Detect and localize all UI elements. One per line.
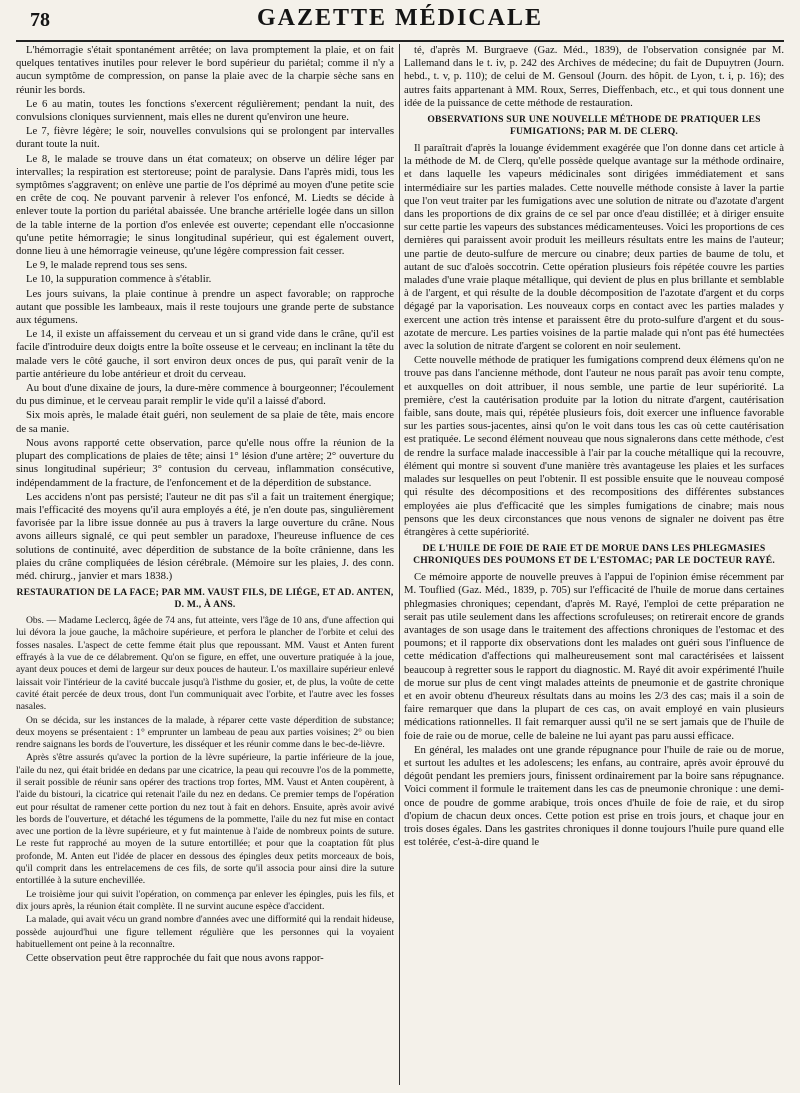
article-columns: [16, 44, 784, 1085]
paragraph: Le 10, la suppuration commence à s'établir.: [26, 273, 212, 286]
paragraph: On se décida, sur les instances de la malade, à réparer cette vaste déperdition de substance; deux moyens se présentaient : 1° emprunter un lambeau de peau aux parties voisines; 2° ou bien rendre saignans les bords de l'ouverture, les disséquer et les réunir comme dans le bec-de-lièvre.: [16, 714, 394, 751]
paragraph: Au bout d'une dixaine de jours, la dure-mère commence à bourgeonner; l'écoulement du pus diminue, et le cerveau parait remplir le vide qu'il a laissé d'abord.: [16, 382, 394, 408]
paragraph: L'hémorragie s'était spontanément arrêtée; on lava promptement la plaie, et on fait quelques tentatives inutiles pour relever le bord supérieur du pariétal; comme il n'y a aucun symptôme de compression, on panse la plaie avec de la charpie sèche sans en réunir les bords.: [16, 44, 394, 96]
paragraph: Le 14, il existe un affaissement du cerveau et un si grand vide dans le crâne, qu'il est facile d'introduire deux doigts entre la boîte osseuse et le cerveau; en inclinant la tête du malade vers le côté gauche, il sort environ deux onces de pus, qui paraît venir de la partie antérieure du lobe antérieur et droit du cerveau.: [16, 328, 394, 380]
paragraph: La malade, qui avait vécu un grand nombre d'années avec une difformité qui la rendait hideuse, possède aujourd'hui une figure tellement régulière que les personnes qui la voyaient habituellement ont peine à la reconnaître.: [16, 914, 394, 950]
left-column: [16, 44, 394, 1085]
paragraph: Obs. — Madame Leclercq, âgée de 74 ans, fut atteinte, vers l'âge de 10 ans, d'une affection qui lui dévora la joue gauche, la mâchoire supérieure, et perfora le plancher de l'orbite et celui des fosses nasales. L'aspect de cette femme était plus que repoussant. MM. Vaust et Anten furent effrayés à la vue de ce délabrement. Qu'on se figure, en effet, une ouverture pratiquée à la joue, ayant deux pouces et demi de largeur sur deux pouces de hauteur. L'os maxillaire supérieur enlevé laissait voir l'intérieur de la cavité buccale jusqu'à l'isthme du gosier, et, de plus, la voûte de cette cavité était percée de deux trous, dont l'un communiquait avec l'orbite, et l'autre avec les fosses nasales.: [16, 615, 394, 713]
paragraph: En général, les malades ont une grande répugnance pour l'huile de raie ou de morue, et surtout les adultes et les adolescens; les enfans, au contraire, après avoir éprouvé du dégoût pendant les premiers jours, finissent ordinairement par la boire sans répugnance. Voici comment il formule le traitement dans les cas de pneumonie chronique : une demi-once de poudre de gomme arabique, trois onces d'huile de foie de raie, et du sirop d'opium de chacun deux onces. Cette potion est prise en trois jours, et chaque jour en trois doses égales. Dans les gastrites chroniques il donne toujours l'huile pure quand elle est tolérée, c'est-à-dire quand le: [404, 743, 784, 849]
section-heading: DE L'HUILE DE FOIE DE RAIE ET DE MORUE DANS LES PHLEGMASIES CHRONIQUES DES POUMONS ET DE L'ESTOMAC; PAR LE DOCTEUR RAYÉ.: [413, 543, 775, 567]
paragraph: Le troisième jour qui suivit l'opération, on commença par enlever les épingles, puis les fils, et dix jours après, la réunion était complète. Il ne survint aucune espèce d'accident.: [16, 888, 394, 912]
paragraph: Les accidens n'ont pas persisté; l'auteur ne dit pas s'il a fait un traitement énergique; mais l'efficacité des moyens qu'il aura employés a été, je n'en doute pas, singulièrement favorisée par la libre issue donnée au pus à travers la large ouverture du crâne. Nous avons ailleurs signalé, ce qui peut sembler un paradoxe, l'heureuse influence de ces solutions de continuité, avec déperdition de substance de la boîte crânienne, dans les plaies du crâne compliquées de lésion cérébrale. (Mémoire sur les plaies, J. des conn. méd. chirurg., janvier et mars 1838.): [16, 490, 394, 582]
paragraph: Le 9, le malade reprend tous ses sens.: [26, 259, 188, 272]
page-number: 78: [30, 9, 50, 31]
section-heading: RESTAURATION DE LA FACE; PAR MM. VAUST FILS, DE LIÉGE, ET AD. ANTEN, D. M., À ANS.: [16, 587, 394, 611]
section-heading: OBSERVATIONS SUR UNE NOUVELLE MÉTHODE DE PRATIQUER LES FUMIGATIONS; PAR M. DE CLERQ.: [427, 114, 761, 138]
paragraph: Après s'être assurés qu'avec la portion de la lèvre supérieure, la partie inférieure de la joue, l'aile du nez, qui était bridée en dedans par une cicatrice, la peau qui recouvre l'os de la pommette, il serait possible de réunir sans opérer des tractions trop fortes, MM. Vaust et Anten coupèrent, à l'aide du bistouri, la cicatrice qui retenait l'aile du nez en dedans. Ce premier temps de l'opération eut pour résultat de ramener cette portion du nez tout à fait en dehors. Ensuite, après avoir avivé les bords de l'ouverture, et détaché les tégumens de la pommette, l'aile du nez fut mise en contact avec une portion de la lèvre supérieure, et y fut maintenue à l'aide de nombreux points de suture. Le reste fut rapproché au moyen de la suture entortillée; et pour que la coaptation fût plus profonde, M. Anten eut l'idée de placer en dessous des épingles deux petits morceaux de bois, qu'il comprit dans les entrelacemens de ces fils, de sorte qu'il associa pour ainsi dire la suture entortillée à la suture enchevillée.: [16, 752, 394, 887]
paragraph: Six mois après, le malade était guéri, non seulement de sa plaie de tête, mais encore de sa manie.: [16, 409, 394, 435]
page-header: [16, 0, 784, 42]
journal-title: GAZETTE MÉDICALE: [256, 5, 544, 31]
paragraph: Il paraîtrait d'après la louange évidemment exagérée que l'on donne dans cet article à la méthode de M. de Clerq, qu'elle possède quelque avantage sur la méthode ordinaire, et dans laquelle les vapeurs médicinales sont dirigées immédiatement et sans intermédiaire sur les parties malades. Cette nouvelle méthode consiste à laver la partie que l'on veut traiter par les fumigations avec une solution de nitrate ou d'azotate d'argent dans les proportions de dix grains de ce sel par once d'eau distillée; et à diriger ensuite sur cette partie les vapeurs des substances médicamenteuses. Voici les proportions de ces dernières qui paraissent avoir produit les meilleurs résultats entre les mains de l'auteur; une partie de deuto-sulfure de mercure ou cinabre; deux parties de baume de tolu, et autant de suc d'aloès soccotrin. Cette opération plusieurs fois répétée couvre les parties malades d'une vraie plaque métallique, qui devient de plus en plus brillante et semblable à de l'argent, et qui résulte de la double décomposition de l'azotate d'argent et du corps dégagé par la vaporisation. Les nouveaux corps en contact avec les parties malades y exercent une action très intense et paraissent être du proto-sulfure d'argent et du sous-azotate de mercure. Les parties voisines de la partie malade qui n'ont pas été humectées avec la solution de nitrate d'argent se colorent en noir seulement.: [404, 142, 784, 353]
paragraph: Ce mémoire apporte de nouvelle preuves à l'appui de l'opinion émise récemment par M. Touflied (Gaz. Méd., 1839, p. 705) sur l'efficacité de l'huile de morue dans certaines phlegmasies chroniques; cependant, d'après M. Rayé, l'emploi de cette préparation ne serait pas utile seulement dans les affections scrofuleuses; on retirerait encore de grands avantages de son usage dans le traitement des affections chroniques de l'estomac et des poumons; et il rapporte dix observations dont les malades ont guéri sous l'influence de cette médication d'affections qui malheureusement sont mal caractérisées et laissent beaucoup à regretter sous le rapport du diagnostic. M. Rayé dit avoir expérimenté l'huile de morue sur plus de cent vingt malades atteints de pneumonie et de gastrite chronique et en avoir obtenu d'heureux résultats dans au moins les 2/3 des cas; mais il a soin de faire remarquer que dans la plupart de ces cas, on avait employé en vain plusieurs médications rationnelles. Il fait remarquer aussi qu'il ne se sert jamais que de l'huile de foie de raie ou de morue, celle de baleine ne lui ayant pas paru aussi efficace.: [404, 571, 784, 742]
column-divider: [399, 44, 400, 1085]
paragraph: té, d'après M. Burgraeve (Gaz. Méd., 1839), de l'observation consignée par M. Lallemand dans le t. iv, p. 242 des Archives de médecine; du fait de Dupuytren (Journ. hebd., t. v, p. 110); de celui de M. Gensoul (Journ. des hôpit. de Lyon, t. i, p. 16); des autres faits appartenant à MM. Roux, Serres, Dieffenbach, etc., et qui tous donnent une idée de la puissance de cette méthode de restauration.: [404, 44, 784, 109]
paragraph: Nous avons rapporté cette observation, parce qu'elle nous offre la réunion de la plupart des complications de plaies de tête; ainsi 1° lésion d'une artère; 2° ouverture du sinus longitudinal supérieur; 3° contusion du cerveau, inflammation consécutive, indépendamment de la fracture, de l'enfoncement et de la déperdition de substance.: [16, 436, 394, 489]
right-column: [404, 44, 784, 1085]
paragraph: Les jours suivans, la plaie continue à prendre un aspect favorable; on rapproche autant que possible les lambeaux, mais il reste toujours une grande perte de substance aux tégumens.: [16, 287, 394, 327]
paragraph: Le 6 au matin, toutes les fonctions s'exercent régulièrement; pendant la nuit, des convulsions cloniques surviennent, mais elles ne durent qu'environ une heure.: [16, 97, 394, 124]
paragraph: Le 7, fièvre légère; le soir, nouvelles convulsions qui se prolongent par intervalles durant toute la nuit.: [16, 125, 394, 151]
paragraph: Cette observation peut être rapprochée du fait que nous avons rappor-: [26, 952, 324, 965]
paragraph: Le 8, le malade se trouve dans un état comateux; on observe un délire léger par intervalles; la respiration est stertoreuse; point de paralysie. Dans l'après midi, tous les symptômes s'aggravent; on enlève une partie de l'os déprimé au moyen d'une petite scie en crête de coq. Ne pouvant parvenir à relever l'os enfoncé, M. Liedts se décide à enlever toute la portion du pariétal abaissée. Une branche artérielle logée dans un sillon de la table interne de la portion d'os enlevée est ouverte; cependant elle n'occasionne qu'une petite hémorragie; le sinus longitudinal supérieur, qui est également ouvert, donne lieu à une hémorragie veineuse, qu'une légère compression fait cesser.: [16, 152, 394, 258]
paragraph: Cette nouvelle méthode de pratiquer les fumigations comprend deux élémens qu'on ne trouve pas dans l'ancienne méthode, dont l'auteur ne nous paraît pas avoir tenu compte, et auxquelles on doit attribuer, il nous semble, une partie de leur supériorité. La première, c'est la cautérisation produite par la lotion du nitrate d'argent, cautérisation faible, sans doute, mais qui, répétée plusieurs fois, doit exercer une influence favorable sur les parties sous-jacentes, ainsi qu'on le voit dans tous les cas où cette cautérisation est pratiquée. Le second élément nouveau que nous signalerons dans cette méthode, c'est de rendre la surface malade inaccessible à l'air par la couche métallique qui la recouvre, élément qui montre si souvent d'une manière très avantageuse les plaies et les surfaces malades sur lesquelles on peut l'obtenir. Il est possible ensuite que le nouveau composé qui résulte des décompositions et des recompositions des différentes substances employées aie plus d'efficacité que les simples fumigations de cinabre; mais nous pensons que les deux circonstances que nous venons de signaler ne doivent pas être étrangères à cette supériorité.: [404, 354, 784, 538]
